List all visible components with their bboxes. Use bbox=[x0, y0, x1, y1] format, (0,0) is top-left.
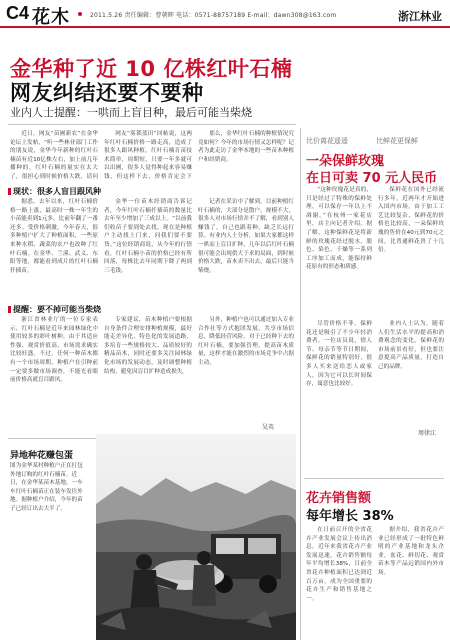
flower-title1: 花卉销售额 bbox=[306, 491, 372, 506]
sidebar-author: 周律江 bbox=[418, 430, 437, 437]
section1-col1: 据悉，去年以来，红叶石楠价格一路上涨，最高时一株一年生的小苗能卖到1元多，比前年翻了一番还多。受价格刺激，今年春天，很多种植户扩大了种植面积，一些原来种水稻、蔬菜的农户也改种了红叶石楠。在金华、兰溪、武义、东阳等地，都能看到成片的红叶石楠扦插苗。 bbox=[10, 199, 98, 274]
sidebar-kicker-right: 比鲜花更保鲜 bbox=[376, 137, 418, 145]
sidebar-divider bbox=[304, 478, 444, 479]
sidebar-col4: 业内人士认为，随着人们生活水平的提高和消费观念的变化，保鲜花的市场前景看好，但也要注意提高产品质量，打造自己的品牌。 bbox=[378, 321, 444, 370]
column-divider bbox=[300, 128, 301, 640]
sidebar-title1: 一朵保鲜玫瑰 bbox=[306, 154, 385, 169]
sidebar-title2: 在日可卖 70 元人民币 bbox=[306, 171, 438, 186]
headline-line2: 网友纠结还要不要种 bbox=[10, 81, 204, 105]
news-photo-image bbox=[96, 434, 296, 640]
section1-col2: 金华一位苗木经销商告诉记者，今年红叶石楠扦插苗的数量比去年至少增加了三成以上。“以前我们收苗子要到处去找，现在是种植户主动找上门来，问我们要不要货。”这位经销商说，从今年的行情看，红叶石楠小苗的价格已经有所回落，每株比去年同期下降了两到三毛钱。 bbox=[104, 199, 192, 274]
section2-col2: 专家建议，苗木种植户要根据自身条件合理安排种植规模，最好能走差异化、特色化的发展道路，多培育一些规格较大、品质较好的精品苗木，同时还要多关注园林绿化市场的发展动态，及时调整种植结构，避免因盲目扩种造成损失。 bbox=[104, 317, 192, 375]
page-header bbox=[0, 0, 450, 28]
header-meta: 2011.5.26 责任编辑：曹朝晖 电话：0571-88757189 E-mail：dawn308@163.com bbox=[90, 12, 337, 19]
headline-subtitle: 业内人士提醒：一哄而上盲目种，最后可能当柴烧 bbox=[10, 106, 252, 119]
photo-caption: 图为金华某村种植户正在打包外地订购的红叶石楠苗。近日，在金华某苗木基地，一车车红叶石楠苗正在装车发往外地。据种植户介绍，今年的苗子已经订出去大半了。 bbox=[10, 463, 83, 512]
section-name: 花木 bbox=[32, 7, 70, 28]
sidebar-col1: “这种玫瑰花是真的，只是经过了特殊的保鲜处理，可以保存一年以上不凋谢。”在杭州一家花店里，店主向记者介绍。据了解，这种保鲜花是将新鲜的玫瑰花经过脱水、脱色、染色、干燥等一系列工序加工而成，能保持鲜花原有的形态和质感。 bbox=[306, 187, 372, 271]
section2-col1: 浙江省林业厅的一位专家表示，红叶石楠是近年来园林绿化中使用较多的彩叶树种，由于其适应性强、观赏价值高，市场需求确实比较旺盛。不过，任何一种苗木都有一个市场周期，种植户在引种前一定要多做市场调查，不能光看眼前价格高就盲目跟风。 bbox=[10, 317, 98, 384]
sidebar-col2: 保鲜花在国外已经流行多年，近两年才开始进入国内市场。由于加工工艺比较复杂，保鲜花的价格也比较高，一朵保鲜玫瑰的售价在40元到70元之间，比普通鲜花贵了十几倍。 bbox=[378, 187, 444, 254]
divider bbox=[8, 124, 296, 125]
section2-heading: 提醒：要不掉可能当柴烧 bbox=[8, 304, 101, 315]
sidebar-kicker-left: 比价离花遥遥 bbox=[306, 137, 348, 145]
photo-title: 异地种花赚包蛋 bbox=[10, 451, 74, 461]
header-brand: 浙江林业 bbox=[398, 10, 442, 23]
news-photo bbox=[96, 434, 296, 640]
section2-author: 吴英 bbox=[262, 424, 275, 431]
section1-heading: 现状：很多人盲目跟风种 bbox=[8, 186, 101, 197]
flower-col2: 据介绍，我省花卉产业已经形成了一批特色鲜明的产业基地和龙头企业，盆花、鲜切花、观赏苗木等产品远销国内外市场。 bbox=[378, 527, 444, 576]
flower-title2: 每年增长 38% bbox=[306, 509, 394, 524]
flower-col1: 在日前召开的全省花卉产业发展会议上传出消息，近年来我省花卉产业发展迅速，花卉销售额每年平均增长38%，目前全省花卉种植面积已达到近百万亩，成为全国重要的花卉生产和销售基地之一。 bbox=[306, 527, 372, 602]
section-code: C4 bbox=[6, 3, 30, 23]
headline-line1: 金华种了近 10 亿株红叶石楠 bbox=[10, 57, 293, 81]
intro-col1: 近日，网友“苗圃新农”在金华论坛上发帖，“听一些林业部门工作的朋友说，金华今年新种的红叶石楠苗有近10亿株左右，加上前几年播种的，红叶石楠的量实在太大了，很担心到时候价格大跌，请问 bbox=[10, 131, 98, 180]
section2-col3: 另外，种植户也可以通过加入专业合作社等方式抱团发展，共享市场信息，降低经营风险。对于已经种下去的红叶石楠，要加强管理，提高苗木质量，这样才能在激烈的市场竞争中占据主动。 bbox=[198, 317, 294, 366]
intro-col3: 那么，金华红叶石楠的种植情况究竟如何？今年的市场行情又怎样呢？记者为此走访了金华本地的一些苗木种植户和经销商。 bbox=[198, 131, 294, 163]
sidebar-col3: 尽管价格不菲，保鲜花还是吸引了不少年轻消费者。一位店员说，情人节、母亲节等节日期间，保鲜花的销量特别好，很多人买来送给恋人或家人，因为它可以长时间保存，寓意也比较好。 bbox=[306, 321, 372, 388]
section1-col3: 记者在采访中了解到，目前种植红叶石楠的，大部分是散户，规模不大，很多人对市场行情并不了解，看到别人赚钱了，自己也跟着种，缺乏长远打算。有业内人士分析，如果大家都这样一哄而上盲目扩种，几年以后红叶石楠很可能会出现供大于求的局面，到时候价格大跌，苗木卖不出去，最后只能当柴烧。 bbox=[198, 199, 294, 274]
section-dot bbox=[78, 12, 82, 16]
intro-col2: 网友“雾锁蓝田”回帖说，这两年红叶石楠价格一路走高，造成了很多人跟风种植。红叶石楠育苗技术简单，周期短，只要一年多就可以出圃，很多人觉得种起来容易赚钱，但这样下去，价格肯定会下 bbox=[104, 131, 192, 180]
